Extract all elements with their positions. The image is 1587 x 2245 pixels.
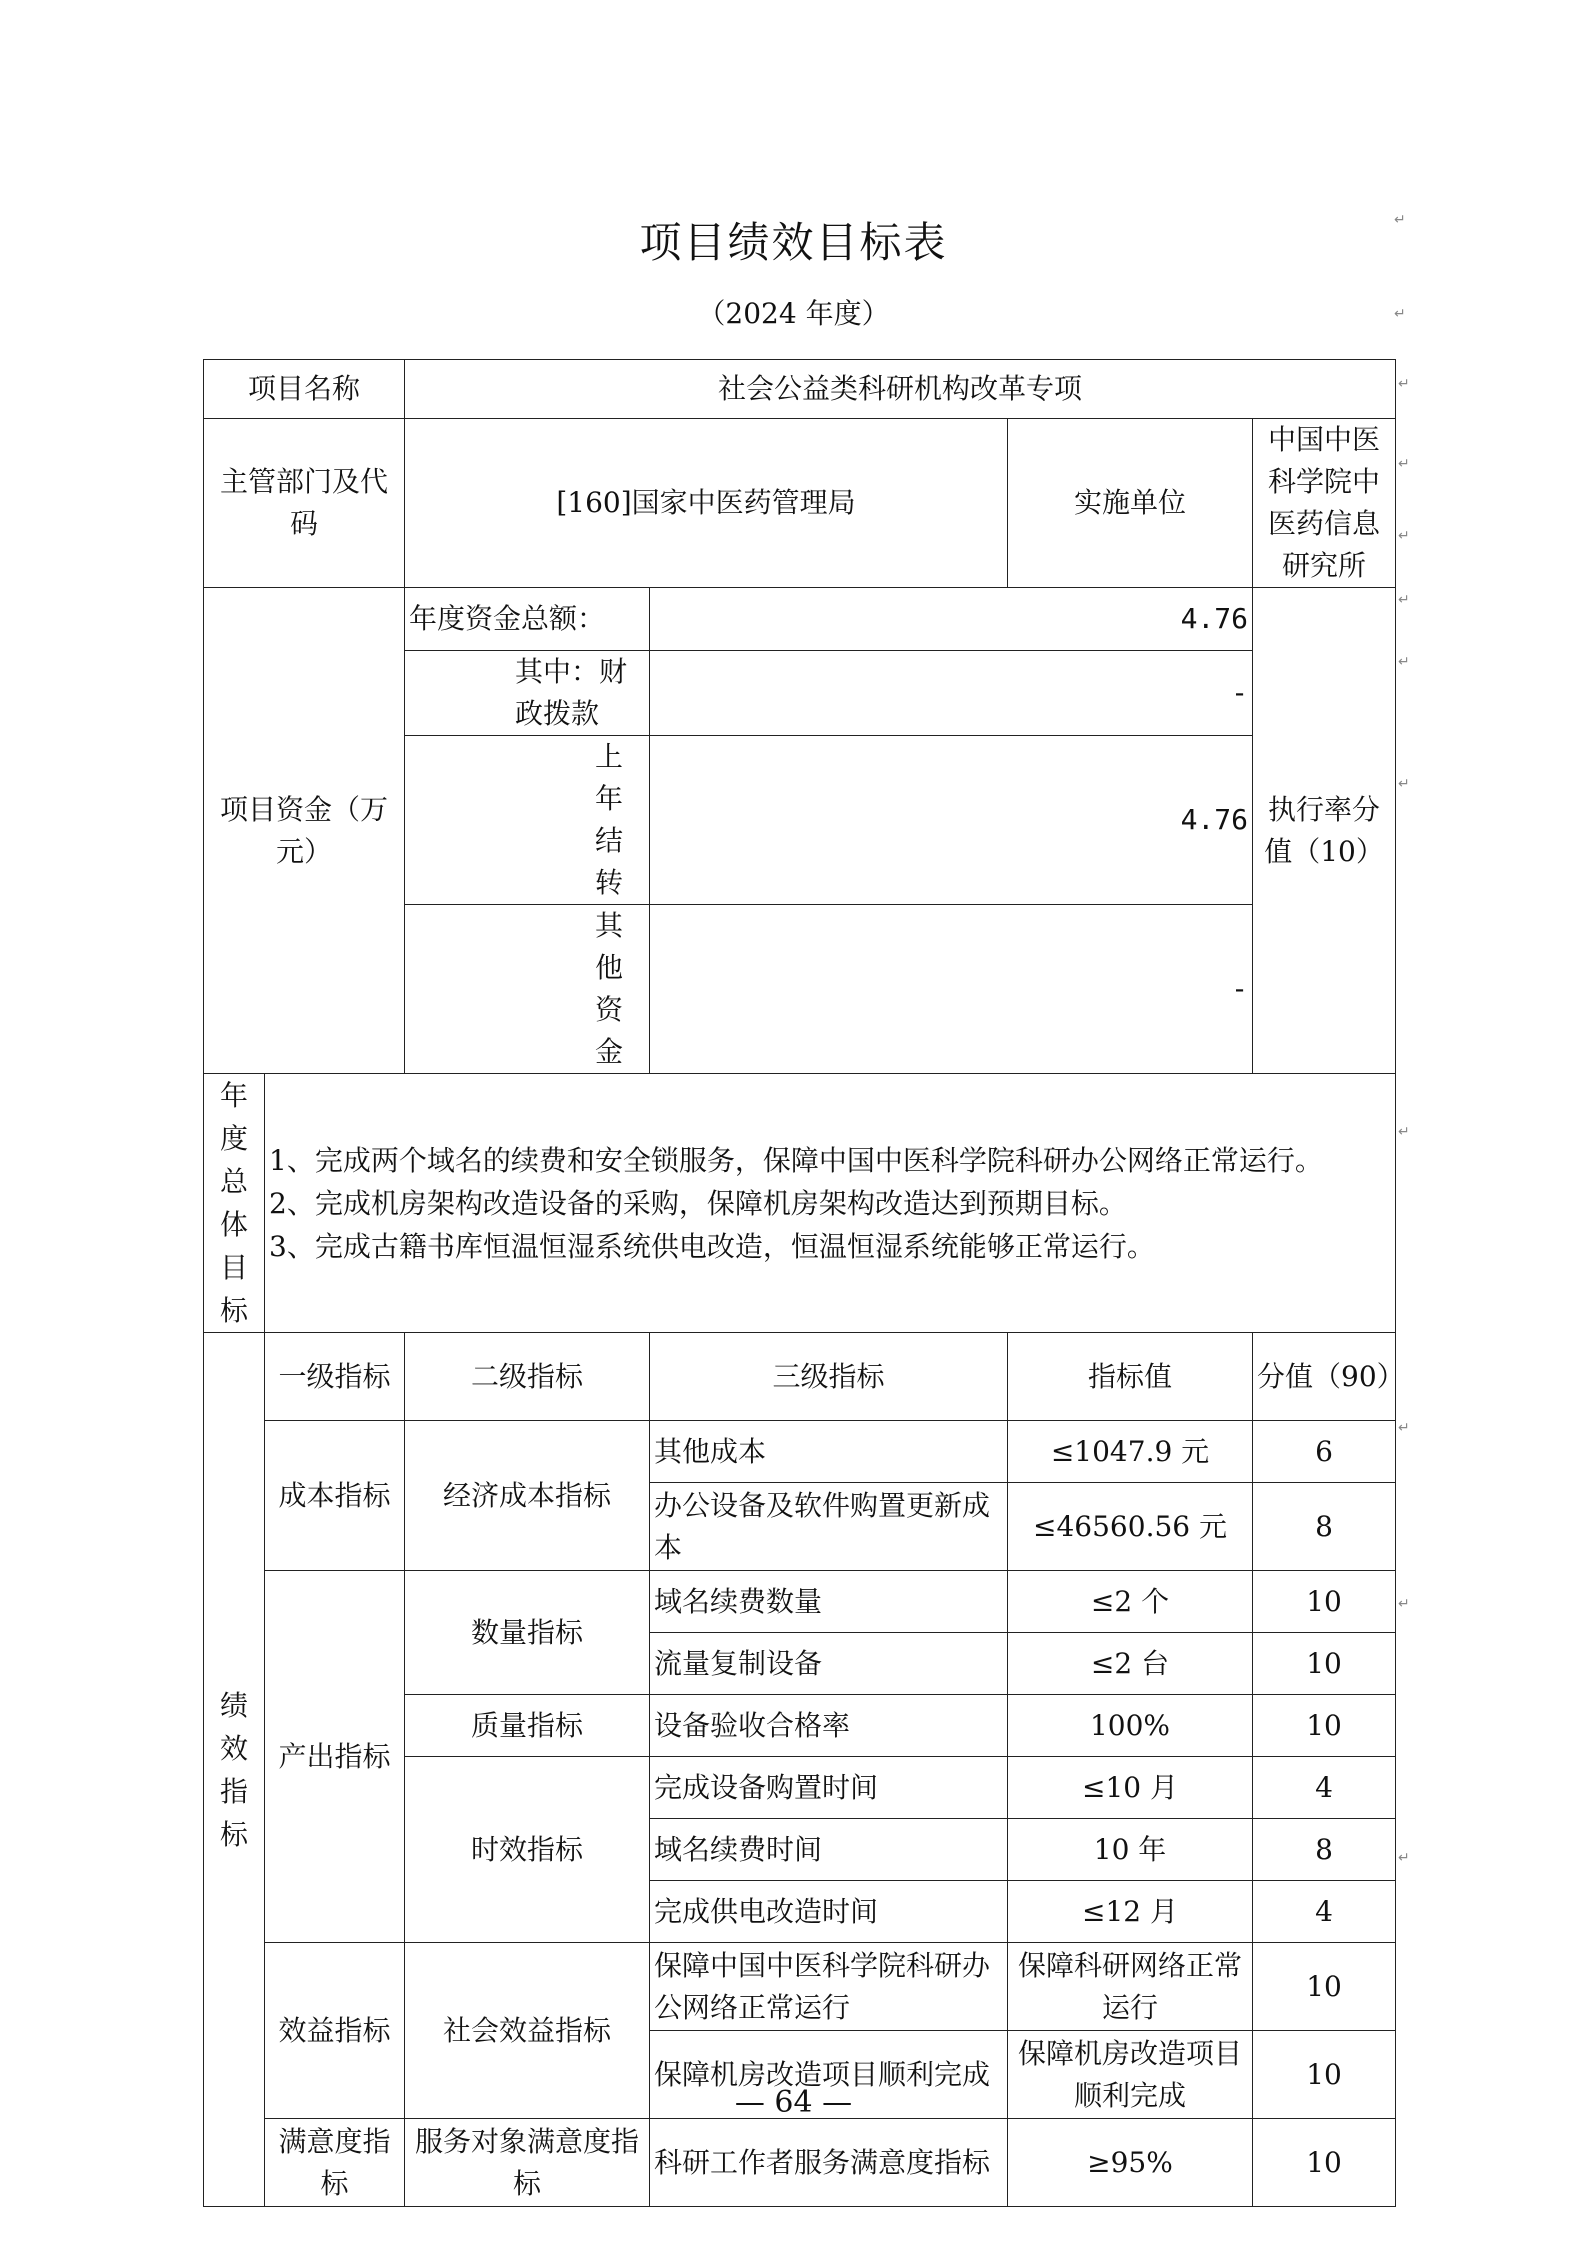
output-level1: 产出指标 [265, 1571, 405, 1943]
satisfaction-value: ≥95% [1008, 2119, 1253, 2207]
row-annual-goals [204, 1074, 1396, 1333]
cost-level2: 经济成本指标 [405, 1421, 650, 1571]
benefit-name: 保障机房改造项目顺利完成 [650, 2031, 1008, 2119]
annual-goals-label [204, 1074, 265, 1333]
header-value: 指标值 [1008, 1333, 1253, 1421]
quantity-score: 10 [1253, 1571, 1396, 1633]
indicators-label-text: 绩效指标 [219, 1688, 248, 1851]
quantity-value: ≤2 台 [1008, 1633, 1253, 1695]
impl-unit-value: 中国中医科学院中医药信息研究所 [1253, 419, 1396, 588]
quality-level2: 质量指标 [405, 1695, 650, 1757]
cost-score: 8 [1253, 1483, 1396, 1571]
paragraph-mark-icon: ↵ [1394, 212, 1406, 228]
benefit-level2: 社会效益指标 [405, 1943, 650, 2119]
paragraph-mark-icon: ↵ [1398, 376, 1410, 392]
quality-name: 设备验收合格率 [650, 1695, 1008, 1757]
cost-name: 其他成本 [650, 1421, 1008, 1483]
fund-fiscal-value: - [650, 651, 1253, 736]
cost-level1: 成本指标 [265, 1421, 405, 1571]
paragraph-mark-icon: ↵ [1398, 592, 1410, 608]
paragraph-mark-icon: ↵ [1398, 1596, 1410, 1612]
project-name-label: 项目名称 [204, 360, 405, 419]
funds-label: 项目资金（万元） [204, 588, 405, 1074]
paragraph-mark-icon: ↵ [1394, 306, 1406, 322]
row-project-name [204, 360, 1396, 419]
quantity-value: ≤2 个 [1008, 1571, 1253, 1633]
fund-total-value: 4.76 [650, 588, 1253, 651]
timeliness-value: ≤12 月 [1008, 1881, 1253, 1943]
benefit-name: 保障中国中医科学院科研办公网络正常运行 [650, 1943, 1008, 2031]
timeliness-score: 4 [1253, 1881, 1396, 1943]
benefit-score: 10 [1253, 2031, 1396, 2119]
fund-carryover-value: 4.76 [650, 736, 1253, 905]
paragraph-mark-icon: ↵ [1398, 654, 1410, 670]
paragraph-mark-icon: ↵ [1398, 528, 1410, 544]
goal-line-2: 2、完成机房架构改造设备的采购，保障机房架构改造达到预期目标。 [269, 1186, 1127, 1220]
quantity-score: 10 [1253, 1633, 1396, 1695]
benefit-value: 保障科研网络正常运行 [1008, 1943, 1253, 2031]
timeliness-score: 4 [1253, 1757, 1396, 1819]
paragraph-mark-icon: ↵ [1398, 456, 1410, 472]
timeliness-name: 域名续费时间 [650, 1819, 1008, 1881]
paragraph-mark-icon: ↵ [1398, 1420, 1410, 1436]
benefit-value: 保障机房改造项目顺利完成 [1008, 2031, 1253, 2119]
satisfaction-name: 科研工作者服务满意度指标 [650, 2119, 1008, 2207]
header-level3: 三级指标 [650, 1333, 1008, 1421]
cost-value: ≤1047.9 元 [1008, 1421, 1253, 1483]
row-fund-total [204, 588, 1396, 651]
paragraph-mark-icon: ↵ [1398, 776, 1410, 792]
department-value: [160]国家中医药管理局 [405, 419, 1008, 588]
timeliness-level2: 时效指标 [405, 1757, 650, 1943]
annual-goals-label-text: 年度总体目标 [219, 1079, 248, 1327]
cost-value: ≤46560.56 元 [1008, 1483, 1253, 1571]
timeliness-value: 10 年 [1008, 1819, 1253, 1881]
paragraph-mark-icon: ↵ [1398, 1850, 1410, 1866]
page-subtitle: （2024 年度） [697, 297, 890, 330]
department-label: 主管部门及代码 [204, 419, 405, 588]
table-row [204, 1571, 1396, 1633]
page-title: 项目绩效目标表 [639, 218, 948, 267]
benefit-level1: 效益指标 [265, 1943, 405, 2119]
quality-score: 10 [1253, 1695, 1396, 1757]
timeliness-score: 8 [1253, 1819, 1396, 1881]
cost-score: 6 [1253, 1421, 1396, 1483]
paragraph-mark-icon: ↵ [1398, 1124, 1410, 1140]
table-row [204, 2119, 1396, 2207]
goal-line-1: 1、完成两个域名的续费和安全锁服务，保障中国中医科学院科研办公网络正常运行。 [269, 1143, 1323, 1177]
fund-other-value: - [650, 905, 1253, 1074]
table-row [204, 1943, 1396, 2031]
benefit-score: 10 [1253, 1943, 1396, 2031]
table-row [204, 1421, 1396, 1483]
satisfaction-level2: 服务对象满意度指标 [405, 2119, 650, 2207]
page-number: — 64 — [734, 2085, 853, 2120]
satisfaction-score: 10 [1253, 2119, 1396, 2207]
project-name-value: 社会公益类科研机构改革专项 [405, 360, 1396, 419]
fund-carryover-label: 上年结转 [405, 736, 650, 905]
performance-target-table [203, 359, 1405, 2207]
header-level1: 一级指标 [265, 1333, 405, 1421]
timeliness-value: ≤10 月 [1008, 1757, 1253, 1819]
row-indicator-header [204, 1333, 1396, 1421]
timeliness-name: 完成设备购置时间 [650, 1757, 1008, 1819]
fund-fiscal-label: 其中：财政拨款 [405, 651, 650, 736]
goal-line-3: 3、完成古籍书库恒温恒湿系统供电改造，恒温恒湿系统能够正常运行。 [269, 1229, 1155, 1263]
quantity-name: 域名续费数量 [650, 1571, 1008, 1633]
row-department [204, 419, 1396, 588]
impl-unit-label: 实施单位 [1008, 419, 1253, 588]
quantity-level2: 数量指标 [405, 1571, 650, 1695]
timeliness-name: 完成供电改造时间 [650, 1881, 1008, 1943]
quality-value: 100% [1008, 1695, 1253, 1757]
satisfaction-level1: 满意度指标 [265, 2119, 405, 2207]
annual-goals-content [265, 1074, 1396, 1333]
fund-other-label: 其他资金 [405, 905, 650, 1074]
header-score: 分值（90） [1253, 1333, 1396, 1421]
header-level2: 二级指标 [405, 1333, 650, 1421]
execution-rate-label: 执行率分值（10） [1253, 588, 1396, 1074]
fund-total-label: 年度资金总额： [405, 588, 650, 651]
quantity-name: 流量复制设备 [650, 1633, 1008, 1695]
cost-name: 办公设备及软件购置更新成本 [650, 1483, 1008, 1571]
indicators-label [204, 1333, 265, 2207]
